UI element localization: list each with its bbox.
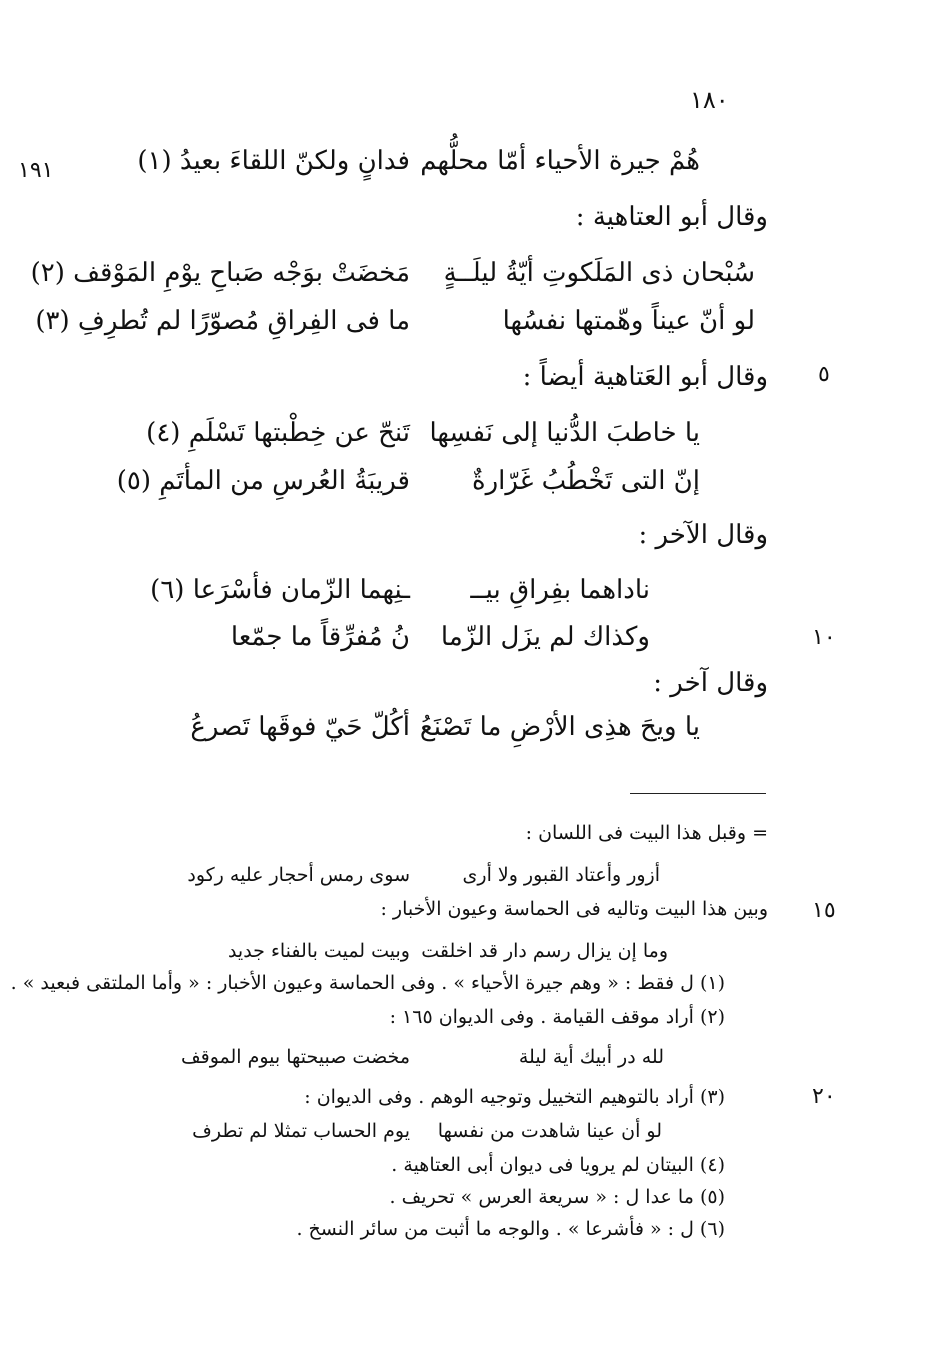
- footnote-6: (٦) ل : « فأشرعا » . والوجه ما أثبت من سائر النسخ .: [296, 1218, 725, 1240]
- verse-6-first-hemistich: ناداهما بفِراقِ بيــ: [470, 575, 650, 605]
- footnote-3-verse-second: يوم الحساب تمثلا لم تطرف: [192, 1120, 410, 1142]
- intro-abu-al-atahiya: وقال أبو العتاهية :: [575, 202, 768, 232]
- verse-5-first-hemistich: إنّ التى تَخْطُبُ غَرّارةٌ: [472, 466, 700, 496]
- page-number: ١٨٠: [690, 86, 729, 114]
- verse-4-second-hemistich: تَنحّ عن خِطْبتها تَسْلَمِ (٤): [146, 418, 410, 448]
- footnote-separator: [630, 793, 766, 794]
- footnote-5: (٥) ما عدا ل : « سريعة العرس » تحريف .: [389, 1186, 725, 1208]
- footnote-verse-2-second: وبيت لميت بالفناء جديد: [227, 940, 410, 962]
- footnote-3-verse-first: لو أن عينا شاهدت من نفسها: [437, 1120, 662, 1142]
- footnote-4: (٤) البيتان لم يرويا فى ديوان أبى العتاهية .: [391, 1154, 725, 1176]
- verse-4-first-hemistich: يا خاطبَ الدُّنيا إلى نَفسِها: [429, 418, 700, 448]
- intro-abu-al-atahiya-also: وقال أبو العَتاهية أيضاً :: [522, 362, 768, 392]
- verse-1-first-hemistich: هُمْ جيرة الأحياء أمّا محلُّهم: [420, 146, 700, 176]
- verse-2-first-hemistich: سُبْحان ذى المَلَكوتِ أيّةُ ليلَــةٍ: [443, 258, 755, 288]
- footnote-2: (٢) أراد موقف القيامة . وفى الديوان ١٦٥ :: [389, 1006, 725, 1028]
- verse-2-second-hemistich: مَخضَتْ بوَجْه صَباحِ يوْمِ المَوْقف (٢): [30, 258, 410, 288]
- verse-7-first-hemistich: وكذاك لم يزَل الزّما: [440, 622, 650, 652]
- footnote-verse-2-first: وما إن يزال رسم دار قد اخلقت: [421, 940, 668, 962]
- footnote-verse-1-first: أزور وأعتاد القبور ولا أرى: [462, 864, 660, 886]
- margin-number-5: ٥: [818, 362, 830, 387]
- verse-7-second-hemistich: نُ مُفرِّقاً ما جمّعا: [230, 622, 410, 652]
- margin-number-10: ١٠: [812, 625, 836, 650]
- margin-number-15: ١٥: [812, 898, 836, 923]
- footnote-1: (١) ل فقط : « وهم جيرة الأحياء » . وفى الحماسة وعيون الأخبار : « وأما الملتقى فبعيد » .: [10, 972, 725, 994]
- intro-the-other: وقال الآخر :: [638, 520, 768, 550]
- verse-6-second-hemistich: ـنِهما الزّمان فأسْرَعا (٦): [150, 575, 410, 605]
- margin-number-191: ١٩١: [18, 158, 54, 183]
- footnote-2-verse-second: مخضت صبيحتها بيوم الموقف: [180, 1046, 410, 1068]
- margin-number-20: ٢٠: [812, 1084, 836, 1109]
- verse-1-second-hemistich: فدانٍ ولكنّ اللقاءَ بعيدُ (١): [137, 146, 410, 176]
- footnote-verse-1-second: سوى رمس أحجار عليه ركود: [187, 864, 410, 886]
- verse-5-second-hemistich: قريبَةُ العُرسِ من المأتَمِ (٥): [116, 466, 410, 496]
- verse-3-second-hemistich: ما فى الفِراقِ مُصوّرًا لم تُطرِفِ (٣): [35, 306, 410, 336]
- footnote-continuation-1: = وقبل هذا البيت فى اللسان :: [525, 822, 768, 844]
- verse-8-second-hemistich: أكُلّ حَيّ فوقَها تَصرعُ: [190, 712, 410, 742]
- footnote-3: (٣) أراد بالتوهيم التخييل وتوجيه الوهم . وفى الديوان :: [304, 1086, 725, 1108]
- footnote-2-verse-first: لله در أبيك أية ليلة: [518, 1046, 664, 1068]
- verse-8-first-hemistich: يا ويحَ هذِى الأرْضِ ما تَصْنَعُ: [419, 712, 700, 742]
- intro-another: وقال آخر :: [653, 668, 768, 698]
- footnote-continuation-2: وبين هذا البيت وتاليه فى الحماسة وعيون الأخبار :: [380, 898, 768, 920]
- verse-3-first-hemistich: لو أنّ عيناً وهّمتها نفسُها: [502, 306, 755, 336]
